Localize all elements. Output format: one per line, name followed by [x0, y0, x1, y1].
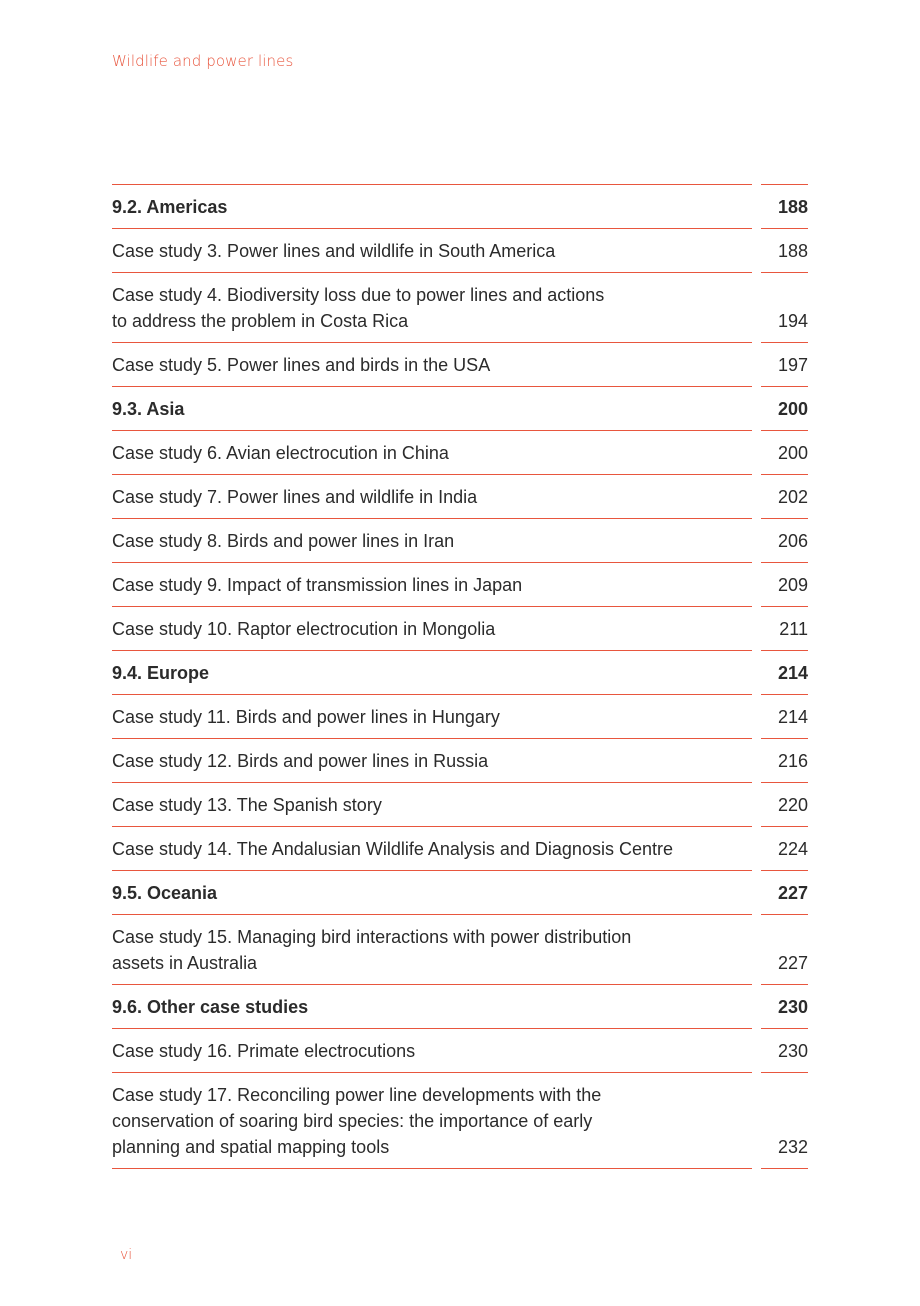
- toc-entry-page: 197: [761, 342, 808, 386]
- toc-entry[interactable]: [112, 474, 808, 518]
- toc-entry[interactable]: [112, 228, 808, 272]
- toc-entry-title: 9.4. Europe: [112, 650, 752, 694]
- toc-entry-title: Case study 15. Managing bird interactions with power distribution assets in Australia: [112, 914, 752, 984]
- toc-entry[interactable]: [112, 694, 808, 738]
- toc-entry-page: 188: [761, 228, 808, 272]
- toc-entry-title: Case study 17. Reconciling power line developments with the conservation of soaring bird species: the importance of early planning and spatial mapping tools: [112, 1072, 752, 1169]
- running-head: Wildlife and power lines: [112, 52, 294, 70]
- toc-entry-page: 211: [761, 606, 808, 650]
- toc-entry[interactable]: [112, 738, 808, 782]
- toc-entry[interactable]: [112, 1072, 808, 1169]
- toc-entry-page: 220: [761, 782, 808, 826]
- toc-entry[interactable]: [112, 562, 808, 606]
- toc-entry[interactable]: [112, 272, 808, 342]
- toc-entry[interactable]: [112, 826, 808, 870]
- toc-entry-page: 227: [761, 914, 808, 984]
- toc-entry-title: Case study 12. Birds and power lines in Russia: [112, 738, 752, 782]
- toc-section-heading[interactable]: [112, 870, 808, 914]
- page-number: vi: [120, 1247, 133, 1263]
- toc-entry[interactable]: [112, 782, 808, 826]
- toc-entry-title: 9.2. Americas: [112, 184, 752, 228]
- toc-entry[interactable]: [112, 342, 808, 386]
- toc-entry[interactable]: [112, 606, 808, 650]
- toc-entry-page: 224: [761, 826, 808, 870]
- toc-entry-page: 200: [761, 386, 808, 430]
- toc-entry-title: Case study 14. The Andalusian Wildlife Analysis and Diagnosis Centre: [112, 826, 752, 870]
- toc-entry-page: 188: [761, 184, 808, 228]
- toc-entry-title: Case study 3. Power lines and wildlife in South America: [112, 228, 752, 272]
- toc-entry-page: 202: [761, 474, 808, 518]
- toc-entry-page: 230: [761, 984, 808, 1028]
- toc-entry-title: 9.3. Asia: [112, 386, 752, 430]
- toc-entry-page: 232: [761, 1072, 808, 1169]
- toc-entry-title: Case study 4. Biodiversity loss due to power lines and actions to address the problem in Costa Rica: [112, 272, 752, 342]
- toc-entry-title: Case study 7. Power lines and wildlife in India: [112, 474, 752, 518]
- toc-entry-title: 9.6. Other case studies: [112, 984, 752, 1028]
- toc-section-heading[interactable]: [112, 650, 808, 694]
- toc-section-heading[interactable]: [112, 984, 808, 1028]
- toc-entry-page: 214: [761, 694, 808, 738]
- toc-entry[interactable]: [112, 1028, 808, 1072]
- toc-entry[interactable]: [112, 430, 808, 474]
- toc-entry-page: 230: [761, 1028, 808, 1072]
- toc-entry-title: Case study 11. Birds and power lines in Hungary: [112, 694, 752, 738]
- toc-entry-title: 9.5. Oceania: [112, 870, 752, 914]
- toc-entry-title: Case study 13. The Spanish story: [112, 782, 752, 826]
- toc-entry-page: 227: [761, 870, 808, 914]
- toc-section-heading[interactable]: [112, 184, 808, 228]
- toc-entry-title: Case study 16. Primate electrocutions: [112, 1028, 752, 1072]
- toc-entry[interactable]: [112, 914, 808, 984]
- toc-entry-title: Case study 6. Avian electrocution in China: [112, 430, 752, 474]
- toc-entry-page: 216: [761, 738, 808, 782]
- toc-entry-page: 206: [761, 518, 808, 562]
- toc-entry-title: Case study 8. Birds and power lines in Iran: [112, 518, 752, 562]
- toc-section-heading[interactable]: [112, 386, 808, 430]
- table-of-contents: [112, 184, 808, 1169]
- toc-entry[interactable]: [112, 518, 808, 562]
- toc-entry-title: Case study 5. Power lines and birds in the USA: [112, 342, 752, 386]
- toc-entry-page: 214: [761, 650, 808, 694]
- toc-entry-page: 200: [761, 430, 808, 474]
- toc-entry-title: Case study 9. Impact of transmission lines in Japan: [112, 562, 752, 606]
- toc-entry-title: Case study 10. Raptor electrocution in Mongolia: [112, 606, 752, 650]
- toc-entry-page: 209: [761, 562, 808, 606]
- toc-entry-page: 194: [761, 272, 808, 342]
